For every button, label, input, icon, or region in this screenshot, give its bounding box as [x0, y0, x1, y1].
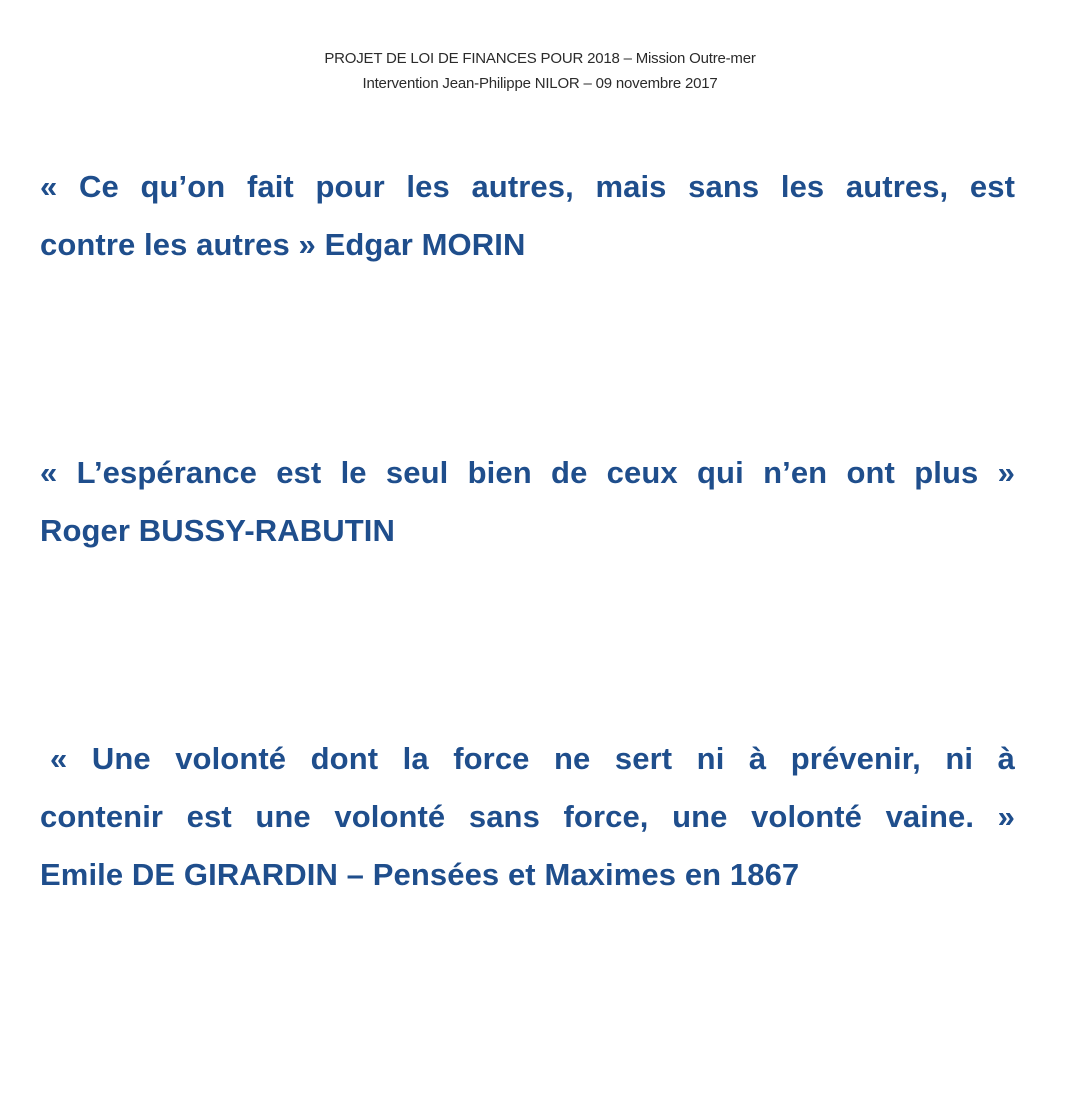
header-subtitle: Intervention Jean-Philippe NILOR – 09 novembre 2017	[362, 75, 718, 92]
header-title: PROJET DE LOI DE FINANCES POUR 2018 – Mission Outre-mer	[324, 50, 756, 67]
quote-line: Emile DE GIRARDIN – Pensées et Maximes en 1867	[40, 857, 800, 892]
quote-line: contre les autres » Edgar MORIN	[40, 227, 526, 262]
quote-morin	[40, 158, 1015, 274]
quote-line: « Une volonté dont la force ne sert ni à prévenir, ni à	[50, 741, 1015, 776]
quote-line: contenir est une volonté sans force, une volonté vaine. »	[40, 799, 1015, 834]
quote-line: Roger BUSSY-RABUTIN	[40, 513, 395, 548]
quote-line: « Ce qu’on fait pour les autres, mais sans les autres, est	[40, 169, 1015, 204]
document-header	[0, 46, 1080, 96]
quote-de-girardin	[40, 730, 1015, 904]
quote-line: « L’espérance est le seul bien de ceux qui n’en ont plus »	[40, 455, 1015, 490]
quote-bussy-rabutin	[40, 444, 1015, 560]
